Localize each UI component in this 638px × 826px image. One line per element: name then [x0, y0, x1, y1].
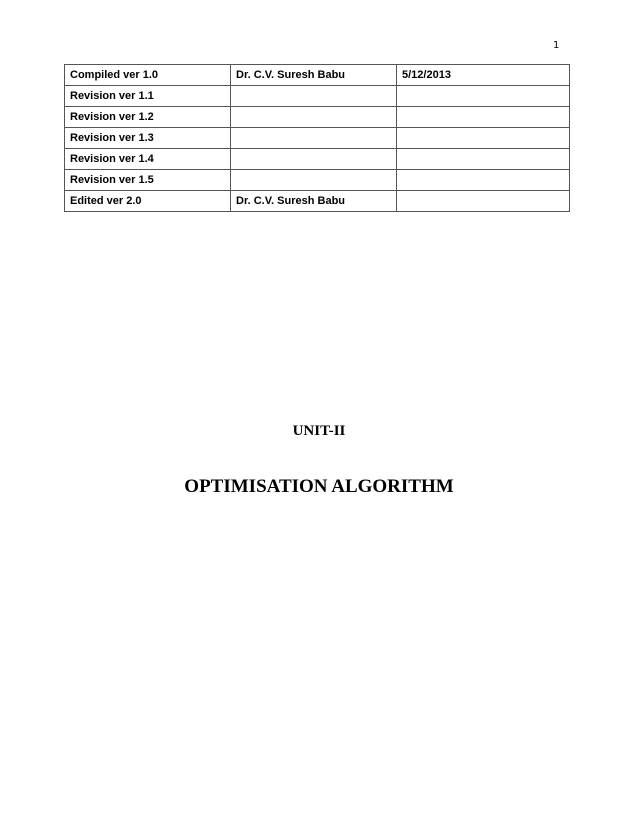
revision-table [64, 64, 570, 212]
unit-title: UNIT-II [292, 423, 346, 439]
author-cell [231, 128, 397, 149]
version-cell: Compiled ver 1.0 [65, 65, 231, 86]
version-cell: Revision ver 1.1 [65, 86, 231, 107]
version-cell: Revision ver 1.3 [65, 128, 231, 149]
date-cell [397, 191, 570, 212]
version-cell: Revision ver 1.2 [65, 107, 231, 128]
author-cell: Dr. C.V. Suresh Babu [231, 65, 397, 86]
table-row [65, 86, 570, 107]
date-cell [397, 170, 570, 191]
author-cell [231, 170, 397, 191]
table-row [65, 149, 570, 170]
page-number: 1 [553, 40, 560, 51]
date-cell: 5/12/2013 [397, 65, 570, 86]
version-cell: Revision ver 1.5 [65, 170, 231, 191]
author-cell [231, 107, 397, 128]
date-cell [397, 86, 570, 107]
date-cell [397, 128, 570, 149]
page-title: OPTIMISATION ALGORITHM [184, 476, 454, 497]
author-cell [231, 86, 397, 107]
table-row [65, 107, 570, 128]
version-cell: Revision ver 1.4 [65, 149, 231, 170]
table-row [65, 170, 570, 191]
table-row [65, 128, 570, 149]
date-cell [397, 149, 570, 170]
table-row [65, 191, 570, 212]
table-row [65, 65, 570, 86]
author-cell: Dr. C.V. Suresh Babu [231, 191, 397, 212]
date-cell [397, 107, 570, 128]
version-cell: Edited ver 2.0 [65, 191, 231, 212]
author-cell [231, 149, 397, 170]
